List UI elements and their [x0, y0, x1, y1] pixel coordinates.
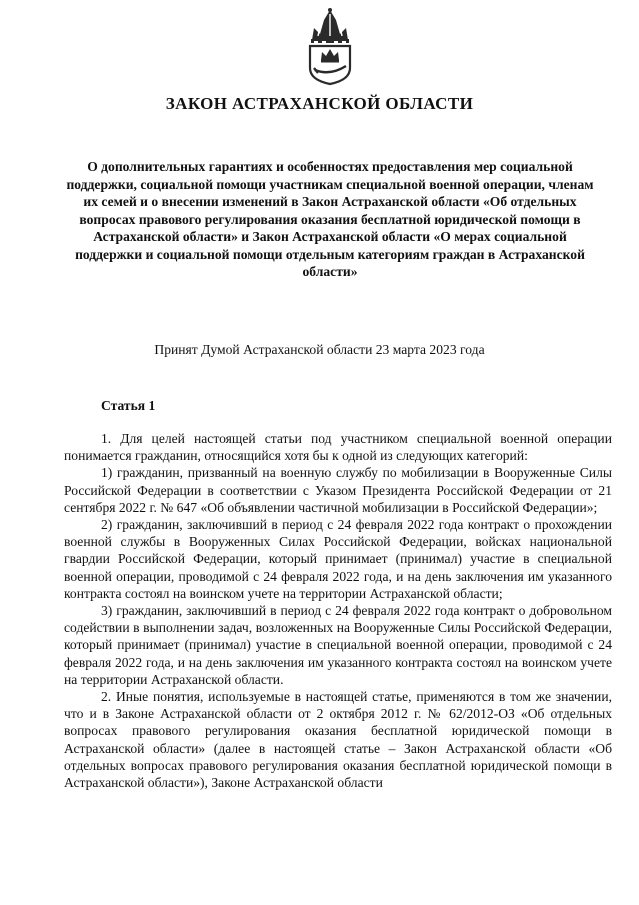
law-title: ЗАКОН АСТРАХАНСКОЙ ОБЛАСТИ	[165, 94, 474, 113]
paragraph: 2) гражданин, заключивший в период с 24 февраля 2022 года контракт о прохождении военной службы в Вооруженных Силах Российской Федерации, войсках национальной гвардии Российской Федерации, который принимает (принимал) участие в специальной военной операции, проводимой с 24 февраля 2022 года, и на день заключения им указанного контракта состоял на воинском учете на территории Астраханской области;	[64, 517, 612, 601]
article-body	[64, 430, 612, 791]
article-heading: Статья 1	[101, 398, 156, 413]
law-subject: О дополнительных гарантиях и особенностях предоставления мер социальной поддержки, социальной помощи участникам специальной военной операции, членам их семей и о внесении изменений в Закон Астраханской области «Об отдельных вопросах правового регулирования оказания бесплатной юридической помощи в Астраханской области» и Закон Астраханской области «О мерах социальной поддержки и социальной помощи отдельным категориям граждан в Астраханской области»	[66, 159, 594, 279]
astrakhan-coat-of-arms-icon	[302, 6, 358, 86]
paragraph: 1. Для целей настоящей статьи под участником специальной военной операции понимается гражданин, относящийся хотя бы к одной из следующих категорий:	[64, 431, 612, 464]
adoption-note: Принят Думой Астраханской области 23 марта 2023 года	[154, 342, 485, 357]
paragraph: 3) гражданин, заключивший в период с 24 февраля 2022 года контракт о добровольном содействии в выполнении задач, возложенных на Вооруженные Силы Российской Федерации, который принимает (принимал) участие в специальной военной операции, проводимой с 24 февраля 2022 года, и на день заключения им указанного контракта состоял на воинском учете на территории Астраханской области.	[64, 603, 612, 687]
paragraph: 1) гражданин, призванный на военную службу по мобилизации в Вооруженные Силы Российской Федерации в соответствии с Указом Президента Российской Федерации от 21 сентября 2022 г. № 647 «Об объявлении частичной мобилизации в Российской Федерации»;	[64, 465, 612, 515]
paragraph: 2. Иные понятия, используемые в настоящей статье, применяются в том же значении, что и в Законе Астраханской области от 2 октября 2012 г. № 62/2012-ОЗ «Об отдельных вопросах правового регулирования оказания бесплатной юридической помощи в Астраханской области» (далее в настоящей статье – Закон Астраханской области «Об отдельных вопросах правового регулирования оказания бесплатной юридической помощи в Астраханской области»), Законе Астраханской области	[64, 689, 612, 791]
